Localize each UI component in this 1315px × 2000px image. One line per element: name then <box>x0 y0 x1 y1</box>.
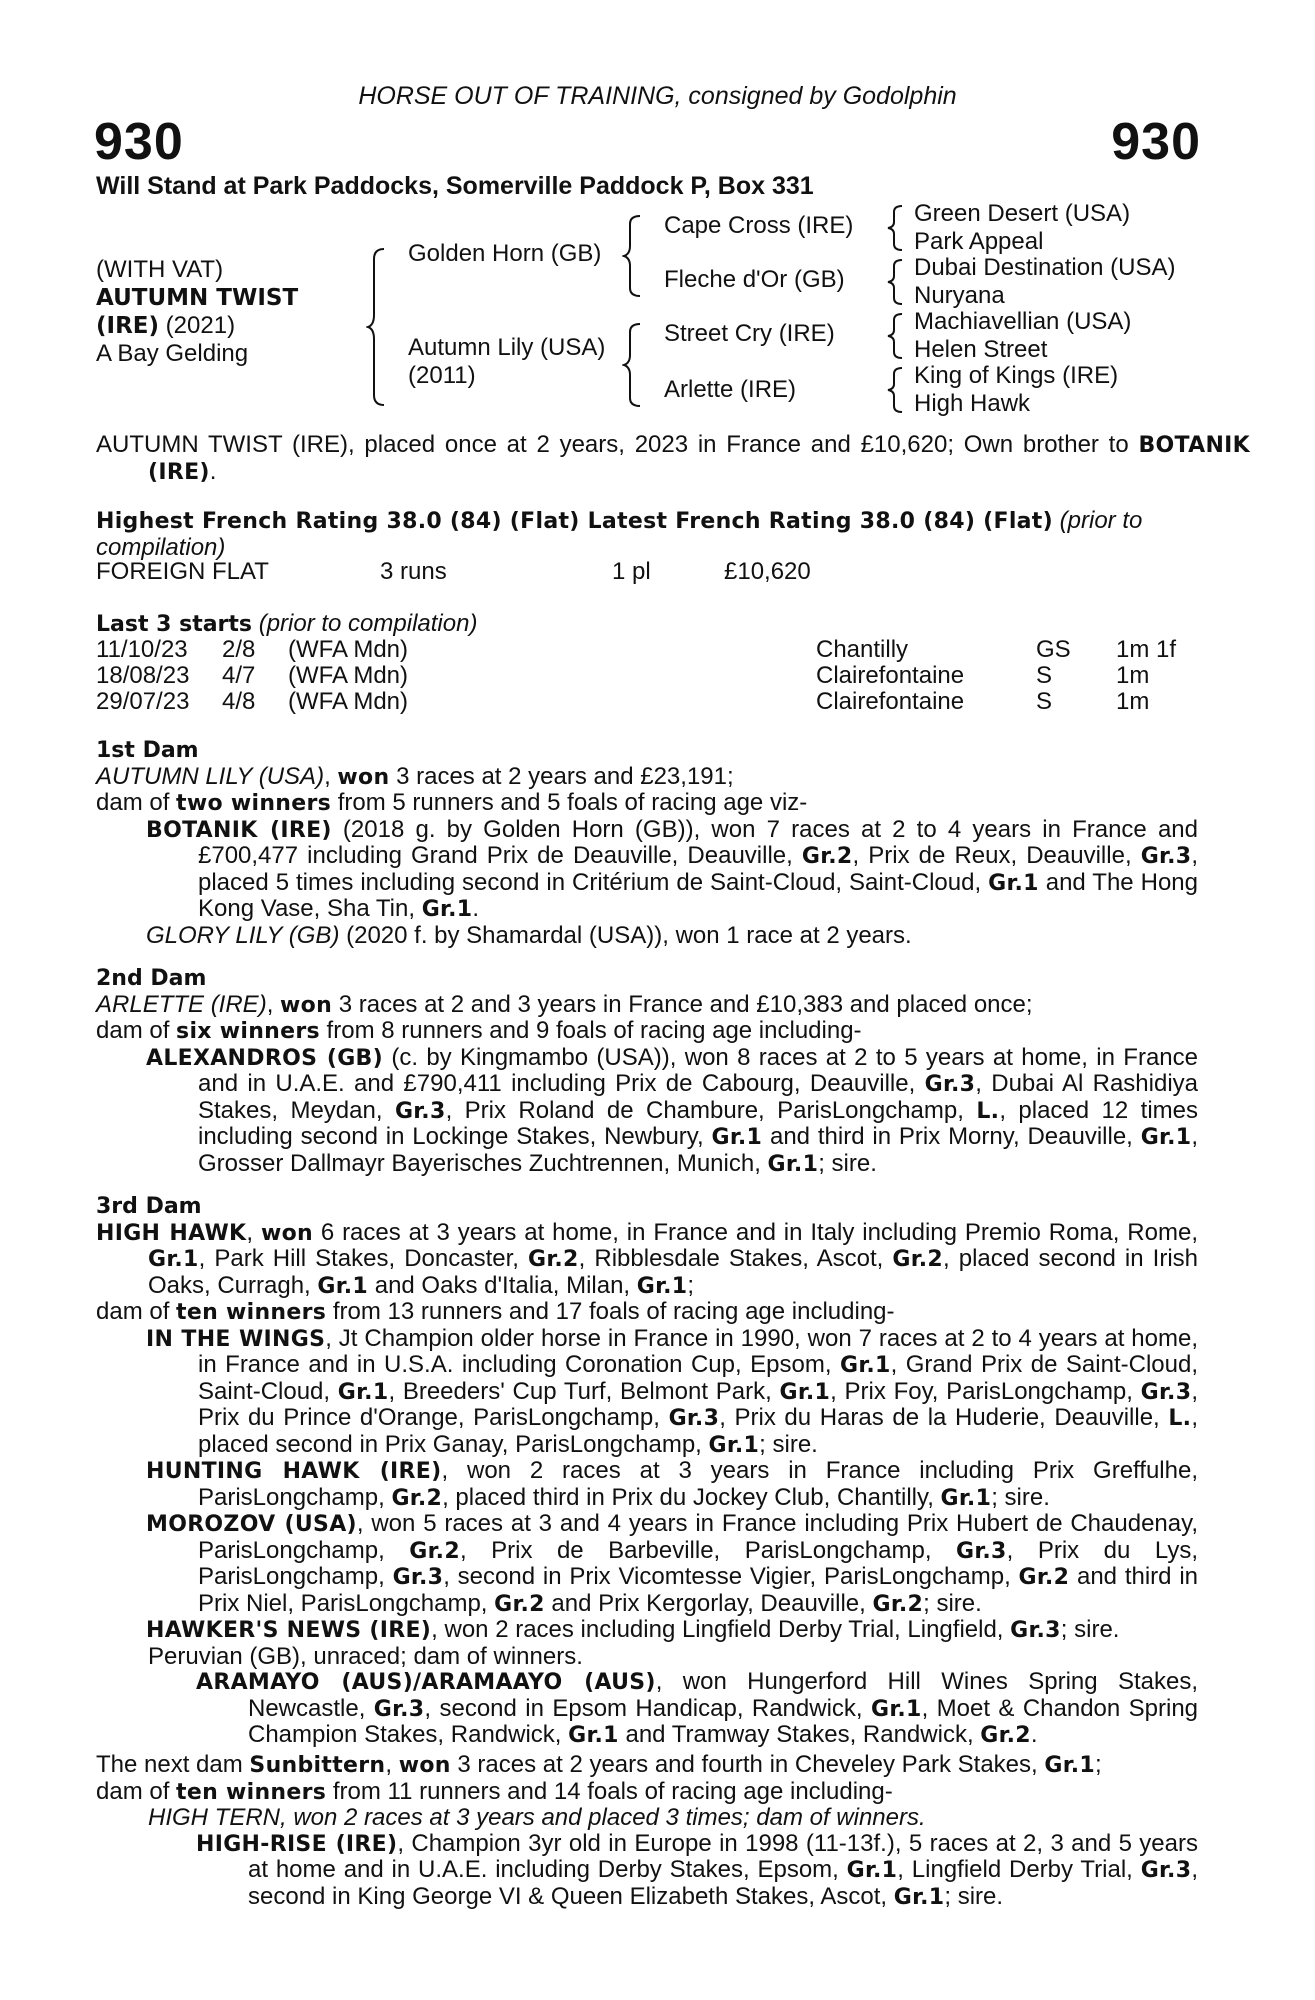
progeny-entry: HAWKER'S NEWS (IRE), won 2 races including Lingfield Derby Trial, Lingfield, Gr.3; sire. <box>146 1616 1120 1643</box>
lot-number-right: 930 <box>1111 113 1201 171</box>
dam-dam: Arlette (IRE) <box>664 376 797 403</box>
pedigree-brace-7 <box>886 364 908 414</box>
pedigree-brace-4 <box>886 202 908 252</box>
sibling-name: BOTANIK (IRE) <box>148 433 1250 485</box>
first-dam-section: 1st Dam AUTUMN LILY (USA), won 3 races at 2 years and £23,191; dam of two winners from 5 runners and 5 foals of racing age viz- BOTANIK (IRE) (2018 g. by Golden Horn (GB)), won 7 races at 2 to 4 years in France and £700,477 including Grand Prix de Deauville, Deauville, Gr.2, Prix de Reux, Deauville, Gr.3, placed 5 times including second in Critérium de Saint-Cloud, Saint-Cloud, Gr.1 and The Hong Kong Vase, Sha Tin, Gr.1. GLORY LILY (GB) (2020 f. by Shamardal (USA)), won 1 race at 2 years. <box>96 738 1199 949</box>
dd-sire: King of Kings (IRE) <box>914 362 1119 389</box>
sire-dam: Fleche d'Or (GB) <box>664 266 845 293</box>
horse-info <box>96 256 298 368</box>
progeny-entry: IN THE WINGS, Jt Champion older horse in France in 1990, won 7 races at 2 to 4 years at home, in France and in U.S.A. including Coronation Cup, Epsom, Gr.1, Grand Prix de Saint-Cloud, Saint-Cloud, Gr.1, Breeders' Cup Turf, Belmont Park, Gr.1, Prix Foy, ParisLongchamp, Gr.3, Prix du Prince d'Orange, ParisLongchamp, Gr.3, Prix du Haras de la Huderie, Deauville, L., placed second in Prix Ganay, ParisLongchamp, Gr.1; sire. <box>146 1324 1199 1458</box>
summary: AUTUMN TWIST (IRE), placed once at 2 years, 2023 in France and £10,620; Own brother to BOTANIK (IRE). <box>96 431 1250 485</box>
sd-dam: Nuryana <box>914 282 1005 309</box>
second-dam-section: 2nd Dam ARLETTE (IRE), won 3 races at 2 and 3 years in France and £10,383 and placed once; dam of six winners from 8 runners and 9 foals of racing age including- ALEXANDROS (GB) (c. by Kingmambo (USA)), won 8 races at 2 to 5 years at home, in France and in U.A.E. and £790,411 including Prix de Cabourg, Deauville, Gr.3, Dubai Al Rashidiya Stakes, Meydan, Gr.3, Prix Roland de Chambure, ParisLongchamp, L., placed 12 times including second in Lockinge Stakes, Newbury, Gr.1 and third in Prix Morny, Deauville, Gr.1, Grosser Dallmayr Bayerisches Zuchtrennen, Munich, Gr.1; sire. <box>96 966 1199 1177</box>
pedigree-brace-dam <box>622 320 646 410</box>
foreign-flat-placed: 1 pl <box>612 558 651 585</box>
rating-note: (prior to compilation) <box>96 507 1143 561</box>
horse-year: (2021) <box>159 312 236 339</box>
ss-dam: Park Appeal <box>914 228 1044 255</box>
first-dam-heading: 1st Dam <box>96 738 199 763</box>
ds-dam: Helen Street <box>914 336 1048 363</box>
starts-heading: Last 3 starts (prior to compilation) <box>96 610 478 637</box>
third-dam-section: 3rd Dam HIGH HAWK, won 6 races at 3 years at home, in France and in Italy including Premio Roma, Rome, Gr.1, Park Hill Stakes, Doncaster, Gr.2, Ribblesdale Stakes, Ascot, Gr.2, placed second in Irish Oaks, Curragh, Gr.1 and Oaks d'Italia, Milan, Gr.1; dam of ten winners from 13 runners and 17 foals of racing age including- IN THE WINGS, Jt Champion older horse in France in 1990, won 7 races at 2 to 4 years at home, in France and in U.S.A. including Coronation Cup, Epsom, Gr.1, Grand Prix de Saint-Cloud, Saint-Cloud, Gr.1, Breeders' Cup Turf, Belmont Park, Gr.1, Prix Foy, ParisLongchamp, Gr.3, Prix du Prince d'Orange, ParisLongchamp, Gr.3, Prix du Haras de la Huderie, Deauville, L., placed second in Prix Ganay, ParisLongchamp, Gr.1; sire. HUNTING HAWK (IRE), won 2 races at 3 years in France including Prix Greffulhe, ParisLongchamp, Gr.2, placed third in Prix du Jockey Club, Chantilly, Gr.1; sire. MOROZOV (USA), won 5 races at 3 and 4 years in France including Prix Hubert de Chaudenay, ParisLongchamp, Gr.2, Prix de Barbeville, ParisLongchamp, Gr.3, Prix du Lys, ParisLongchamp, Gr.3, second in Prix Vicomtesse Vigier, ParisLongchamp, Gr.2 and third in Prix Niel, ParisLongchamp, Gr.2 and Prix Kergorlay, Deauville, Gr.2; sire. HAWKER'S NEWS (IRE), won 2 races including Lingfield Derby Trial, Lingfield, Gr.3; sire. Peruvian (GB), unraced; dam of winners. ARAMAYO (AUS)/ARAMAAYO (AUS), won Hungerford Hill Wines Spring Stakes, Newcastle, Gr.3, second in Epsom Handicap, Randwick, Gr.1, Moet & Chandon Spring Champion Stakes, Randwick, Gr.1 and Tramway Stakes, Randwick, Gr.2. <box>96 1194 1199 1748</box>
progeny-entry: HIGH-RISE (IRE), Champion 3yr old in Europe in 1998 (11-13f.), 5 races at 2, 3 and 5 years at home and in U.A.E. including Derby Stakes, Epsom, Gr.1, Lingfield Derby Trial, Gr.3, second in King George VI & Queen Elizabeth Stakes, Ascot, Gr.1; sire. <box>196 1829 1198 1910</box>
ss-sire: Green Desert (USA) <box>914 200 1131 227</box>
sire-sire: Cape Cross (IRE) <box>664 212 854 239</box>
foreign-flat-label: FOREIGN FLAT <box>96 558 269 585</box>
pedigree-brace-main <box>366 245 390 410</box>
ds-sire: Machiavellian (USA) <box>914 308 1132 335</box>
dam-year: (2011) <box>408 362 476 389</box>
foreign-flat-runs: 3 runs <box>380 558 447 585</box>
next-dam-section: The next dam Sunbittern, won 3 races at 2 years and fourth in Cheveley Park Stakes, Gr.1; dam of ten winners from 11 runners and 14 foals of racing age including- HIGH TERN, won 2 races at 3 years and placed 3 times; dam of winners. HIGH-RISE (IRE), Champion 3yr old in Europe in 1998 (11-13f.), 5 races at 2, 3 and 5 years at home and in U.A.E. including Derby Stakes, Epsom, Gr.1, Lingfield Derby Trial, Gr.3, second in King George VI & Queen Elizabeth Stakes, Ascot, Gr.1; sire. <box>96 1751 1198 1910</box>
pedigree-brace-sire <box>622 212 646 300</box>
pedigree-brace-5 <box>886 256 908 306</box>
sire: Golden Horn (GB) <box>408 240 602 267</box>
progeny-entry: BOTANIK (IRE) (2018 g. by Golden Horn (GB)), won 7 races at 2 to 4 years in France and £700,477 including Grand Prix de Deauville, Deauville, Gr.2, Prix de Reux, Deauville, Gr.3, placed 5 times including second in Critérium de Saint-Cloud, Saint-Cloud, Gr.1 and The Hong Kong Vase, Sha Tin, Gr.1. <box>146 815 1199 922</box>
dam-sire: Street Cry (IRE) <box>664 320 835 347</box>
foreign-flat-earnings: £10,620 <box>724 558 811 585</box>
dd-dam: High Hawk <box>914 390 1031 417</box>
vat-label: (WITH VAT) <box>96 256 224 283</box>
third-dam-heading: 3rd Dam <box>96 1194 202 1219</box>
horse-country: (IRE) <box>96 313 160 339</box>
stand-location: Will Stand at Park Paddocks, Somerville Paddock P, Box 331 <box>96 172 814 200</box>
lot-number-left: 930 <box>94 113 184 171</box>
sd-sire: Dubai Destination (USA) <box>914 254 1176 281</box>
dam: Autumn Lily (USA) <box>408 334 606 361</box>
progeny-entry: HUNTING HAWK (IRE), won 2 races at 3 years in France including Prix Greffulhe, ParisLongchamp, Gr.2, placed third in Prix du Jockey Club, Chantilly, Gr.1; sire. <box>146 1457 1198 1511</box>
progeny-entry: ARAMAYO (AUS)/ARAMAAYO (AUS), won Hungerford Hill Wines Spring Stakes, Newcastle, Gr.3, second in Epsom Handicap, Randwick, Gr.1, Moet & Chandon Spring Champion Stakes, Randwick, Gr.1 and Tramway Stakes, Randwick, Gr.2. <box>196 1668 1199 1748</box>
second-dam-heading: 2nd Dam <box>96 966 207 991</box>
progeny-entry: GLORY LILY (GB) (2020 f. by Shamardal (USA)), won 1 race at 2 years. <box>146 921 912 949</box>
consignor-line: HORSE OUT OF TRAINING, consigned by Godolphin <box>358 82 957 110</box>
horse-description: A Bay Gelding <box>96 340 249 367</box>
horse-name: AUTUMN TWIST <box>96 285 299 311</box>
progeny-entry: ALEXANDROS (GB) (c. by Kingmambo (USA)), won 8 races at 2 to 5 years at home, in France and in U.A.E. and £790,411 including Prix de Cabourg, Deauville, Gr.3, Dubai Al Rashidiya Stakes, Meydan, Gr.3, Prix Roland de Chambure, ParisLongchamp, L., placed 12 times including second in Lockinge Stakes, Newbury, Gr.1 and third in Prix Morny, Deauville, Gr.1, Grosser Dallmayr Bayerisches Zuchtrennen, Munich, Gr.1; sire. <box>146 1043 1199 1177</box>
rating-text: Highest French Rating 38.0 (84) (Flat) Latest French Rating 38.0 (84) (Flat) <box>96 509 1053 534</box>
progeny-entry: MOROZOV (USA), won 5 races at 3 and 4 years in France including Prix Hubert de Chaudenay, ParisLongchamp, Gr.2, Prix de Barbeville, ParisLongchamp, Gr.3, Prix du Lys, ParisLongchamp, Gr.3, second in Prix Vicomtesse Vigier, ParisLongchamp, Gr.2 and third in Prix Niel, ParisLongchamp, Gr.2 and Prix Kergorlay, Deauville, Gr.2; sire. <box>146 1510 1199 1617</box>
progeny-entry: Peruvian (GB), unraced; dam of winners. <box>148 1642 583 1670</box>
progeny-entry: HIGH TERN, won 2 races at 3 years and placed 3 times; dam of winners. <box>148 1804 926 1831</box>
pedigree-brace-6 <box>886 310 908 360</box>
rating <box>96 508 1198 560</box>
